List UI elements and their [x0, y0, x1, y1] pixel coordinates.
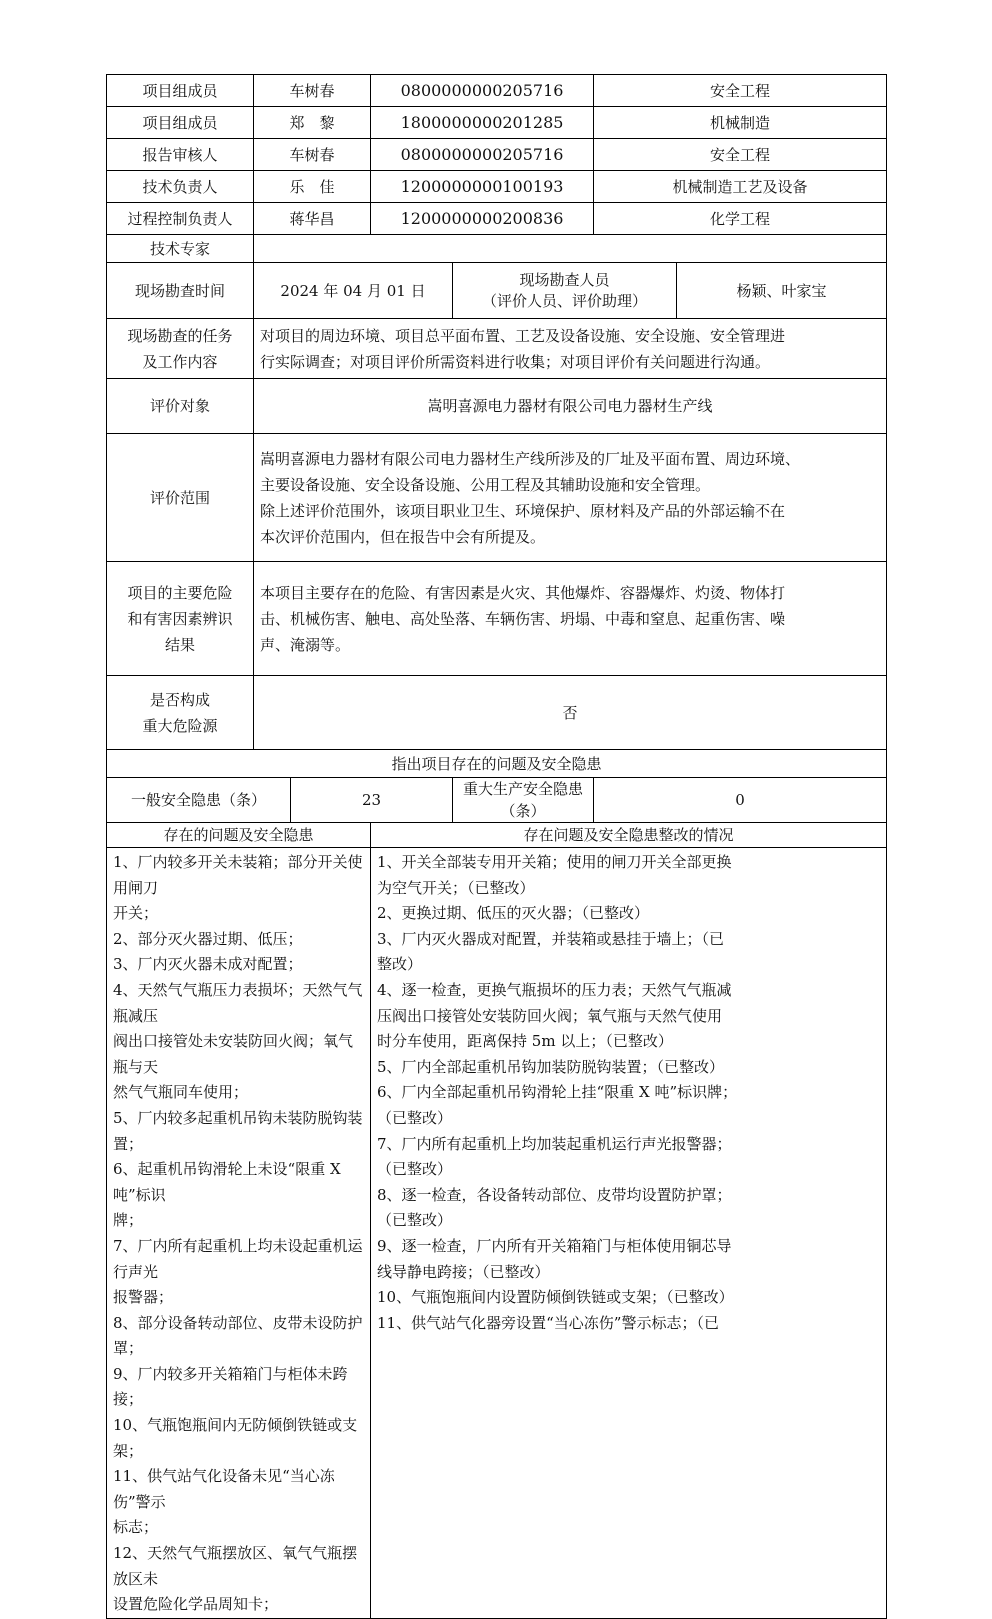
member-role: 项目组成员 [107, 107, 254, 139]
issue-line: 4、天然气气瓶压力表损坏；天然气气瓶减压 [113, 980, 363, 1025]
hazards-line: 击、机械伤害、触电、高处坠落、车辆伤害、坍塌、中毒和窒息、起重伤害、噪 [260, 609, 786, 628]
issues-section-header: 指出项目存在的问题及安全隐患 [107, 750, 887, 778]
fix-line: （已整改） [377, 1160, 453, 1179]
issue-line: 10、气瓶饱瓶间内无防倾倒铁链或支架； [113, 1416, 358, 1460]
issue-line: 8、部分设备转动部位、皮带未设防护罩； [113, 1313, 363, 1358]
member-role: 项目组成员 [107, 75, 254, 107]
survey-time-value: 2024 年 04 月 01 日 [254, 263, 453, 319]
task-content [254, 319, 887, 379]
hazards-line: 声、淹溺等。 [260, 635, 351, 654]
member-name: 蒋华昌 [254, 203, 371, 235]
scope-content [254, 434, 887, 562]
major-hazard-label [107, 676, 254, 750]
task-label-2: 及工作内容 [142, 352, 218, 371]
member-major: 安全工程 [594, 75, 887, 107]
expert-value [254, 235, 887, 263]
fix-line: 整改） [377, 955, 423, 974]
info-table [106, 74, 887, 1619]
issue-line: 阀出口接管处未安装防回火阀；氧气瓶与天 [113, 1032, 354, 1076]
member-role: 过程控制负责人 [107, 203, 254, 235]
major-hazard-count-label: 重大生产安全隐患（条） [453, 778, 594, 823]
issue-line: 12、天然气气瓶摆放区、氧气气瓶摆放区未 [113, 1544, 358, 1588]
hazards-label-line: 和有害因素辨识 [127, 609, 233, 628]
scope-line: 除上述评价范围外，该项目职业卫生、环境保护、原材料及产品的外部运输不在 [260, 501, 786, 520]
hazards-line: 本项目主要存在的危险、有害因素是火灾、其他爆炸、容器爆炸、灼烫、物体打 [260, 583, 786, 602]
member-role: 技术负责人 [107, 171, 254, 203]
fix-line: 1、开关全部装专用开关箱；使用的闸刀开关全部更换 [377, 853, 732, 871]
fix-line: （已整改） [377, 1211, 453, 1230]
object-label: 评价对象 [107, 379, 254, 434]
issue-line: 然气气瓶同车使用； [113, 1083, 249, 1102]
issue-line: 开关； [113, 904, 159, 923]
major-hazard-label-1: 是否构成 [149, 690, 210, 709]
fix-line: 9、逐一检查，厂内所有开关箱箱门与柜体使用铜芯导 [377, 1236, 732, 1255]
member-role: 报告审核人 [107, 139, 254, 171]
issue-line: 7、厂内所有起重机上均未设起重机运行声光 [113, 1236, 363, 1281]
issue-line: 9、厂内较多开关箱箱门与柜体未跨接； [113, 1364, 348, 1409]
member-cert: 0800000000205716 [371, 75, 594, 107]
task-label [107, 319, 254, 379]
fix-line: 5、厂内全部起重机吊钩加装防脱钩装置；（已整改） [377, 1057, 725, 1076]
issue-line: 标志； [113, 1518, 159, 1537]
scope-line: 本次评价范围内，但在报告中会有所提及。 [260, 527, 546, 546]
member-row [107, 139, 887, 171]
scope-line: 主要设备设施、安全设备设施、公用工程及其辅助设施和安全管理。 [260, 475, 711, 494]
hazards-label-line: 项目的主要危险 [127, 583, 233, 602]
fix-line: 为空气开关；（已整改） [377, 878, 535, 897]
member-row [107, 171, 887, 203]
hazards-label-line: 结果 [164, 635, 195, 654]
general-hazard-label: 一般安全隐患（条） [107, 778, 291, 823]
task-line: 行实际调查；对项目评价所需资料进行收集；对项目评价有关问题进行沟通。 [260, 352, 771, 371]
hazards-label [107, 562, 254, 676]
major-hazard-value: 否 [254, 676, 887, 750]
hazards-content [254, 562, 887, 676]
member-cert: 1200000000100193 [371, 171, 594, 203]
issue-line: 11、供气站气化设备未见“当心冻伤”警示 [113, 1467, 335, 1511]
fix-line: 3、厂内灭火器成对配置，并装箱或悬挂于墙上；（已 [377, 929, 725, 948]
major-hazard-label-2: 重大危险源 [142, 716, 218, 735]
survey-people-label-2: （评价人员、评价助理） [482, 291, 648, 310]
member-name: 乐 佳 [254, 171, 371, 203]
survey-people-value: 杨颖、叶家宝 [677, 263, 887, 319]
fix-line: 11、供气站气化器旁设置“当心冻伤”警示标志；（已 [377, 1313, 719, 1332]
member-row [107, 107, 887, 139]
issue-line: 6、起重机吊钩滑轮上未设“限重 X 吨”标识 [113, 1160, 341, 1204]
fixes-col-header: 存在问题及安全隐患整改的情况 [371, 823, 887, 848]
issue-line: 设置危险化学品周知卡； [113, 1595, 279, 1614]
member-major: 化学工程 [594, 203, 887, 235]
task-line: 对项目的周边环境、项目总平面布置、工艺及设备设施、安全设施、安全管理进 [260, 326, 786, 345]
fix-line: 10、气瓶饱瓶间内设置防倾倒铁链或支架；（已整改） [377, 1288, 734, 1307]
member-cert: 1800000000201285 [371, 107, 594, 139]
scope-label: 评价范围 [107, 434, 254, 562]
issue-line: 5、厂内较多起重机吊钩未装防脱钩装置； [113, 1108, 363, 1153]
major-hazard-count: 0 [594, 778, 887, 823]
task-label-1: 现场勘查的任务 [127, 326, 233, 345]
fix-line: 时分车使用，距离保持 5m 以上；（已整改） [377, 1032, 673, 1051]
issue-line: 1、厂内较多开关未装箱；部分开关使用闸刀 [113, 853, 363, 897]
fix-line: 4、逐一检查，更换气瓶损坏的压力表；天然气气瓶减 [377, 980, 732, 999]
survey-people-label [453, 263, 677, 319]
member-name: 车树春 [254, 139, 371, 171]
member-major: 机械制造 [594, 107, 887, 139]
member-name: 郑 黎 [254, 107, 371, 139]
issue-line: 报警器； [113, 1288, 174, 1307]
member-major: 安全工程 [594, 139, 887, 171]
survey-time-label: 现场勘查时间 [107, 263, 254, 319]
fix-line: 2、更换过期、低压的灭火器；（已整改） [377, 904, 650, 923]
fix-line: 压阀出口接管处安装防回火阀；氧气瓶与天然气使用 [377, 1006, 723, 1025]
report-page [106, 74, 886, 1619]
issues-col-header: 存在的问题及安全隐患 [107, 823, 371, 848]
member-cert: 0800000000205716 [371, 139, 594, 171]
fix-line: 7、厂内所有起重机上均加装起重机运行声光报警器； [377, 1134, 732, 1153]
issue-line: 2、部分灭火器过期、低压； [113, 929, 303, 948]
member-major: 机械制造工艺及设备 [594, 171, 887, 203]
fix-line: 8、逐一检查，各设备转动部位、皮带均设置防护罩； [377, 1185, 732, 1204]
member-row [107, 75, 887, 107]
object-value: 嵩明喜源电力器材有限公司电力器材生产线 [254, 379, 887, 434]
expert-label: 技术专家 [107, 235, 254, 263]
survey-people-label-1: 现场勘查人员 [519, 270, 610, 289]
scope-line: 嵩明喜源电力器材有限公司电力器材生产线所涉及的厂址及平面布置、周边环境、 [260, 449, 801, 468]
issues-list [107, 848, 371, 1619]
member-cert: 1200000000200836 [371, 203, 594, 235]
fix-line: （已整改） [377, 1108, 453, 1127]
fixes-list [371, 848, 887, 1619]
issue-line: 3、厂内灭火器未成对配置； [113, 955, 303, 974]
member-row [107, 203, 887, 235]
fix-line: 6、厂内全部起重机吊钩滑轮上挂“限重 X 吨”标识牌； [377, 1083, 738, 1102]
general-hazard-count: 23 [291, 778, 453, 823]
member-name: 车树春 [254, 75, 371, 107]
issue-line: 牌； [113, 1211, 144, 1230]
fix-line: 线导静电跨接；（已整改） [377, 1262, 550, 1281]
